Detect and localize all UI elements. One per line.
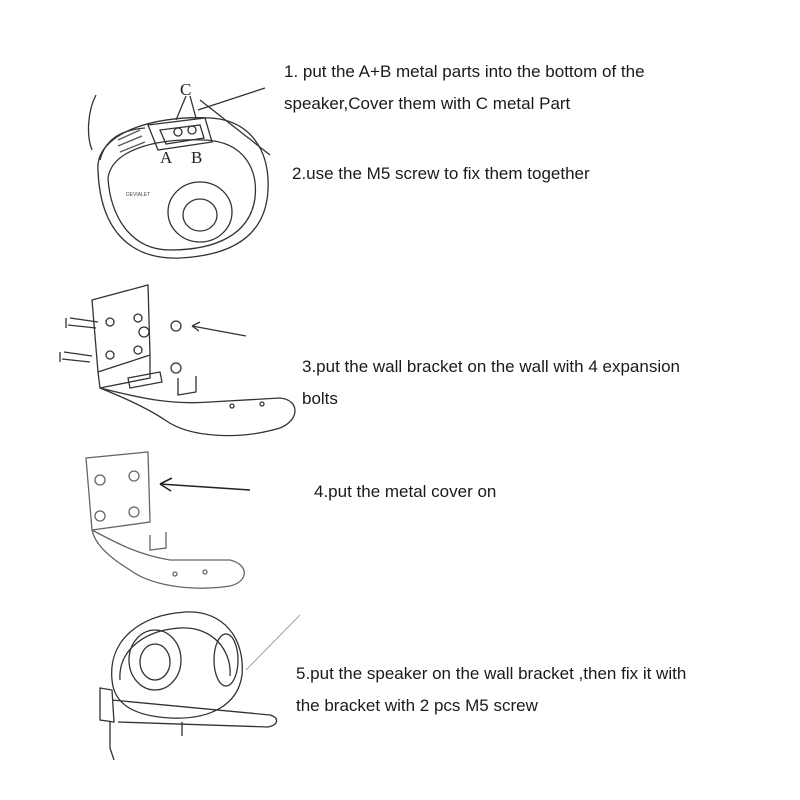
svg-text:DEVIALET: DEVIALET	[126, 192, 151, 198]
step-5-line-1: 5.put the speaker on the wall bracket ,then fix it with	[296, 664, 687, 683]
step-3-text	[302, 351, 680, 415]
step-2-line-1: 2.use the M5 screw to fix them together	[292, 164, 590, 183]
step-4-line-1: 4.put the metal cover on	[314, 482, 497, 501]
step-5-line-2: the bracket with 2 pcs M5 screw	[296, 696, 538, 715]
step-5-text	[296, 658, 686, 722]
step-3-line-1: 3.put the wall bracket on the wall with 4 expansion	[302, 357, 681, 376]
part-label-a: A	[160, 148, 173, 167]
step-2-text	[292, 158, 590, 190]
part-label-b: B	[191, 148, 203, 167]
step-1-line-2: speaker,Cover them with C metal Part	[284, 94, 571, 113]
mounted-speaker-figure	[100, 612, 300, 760]
step-4-text	[314, 476, 496, 508]
metal-cover-figure	[86, 452, 250, 588]
part-label-c: C	[180, 80, 192, 99]
step-1-line-1: 1. put the A+B metal parts into the bottom of the	[284, 62, 645, 81]
speaker-bottom-figure	[89, 88, 270, 258]
step-3-line-2: bolts	[302, 389, 338, 408]
step-1-text	[284, 56, 645, 120]
wall-bracket-figure	[60, 285, 295, 436]
